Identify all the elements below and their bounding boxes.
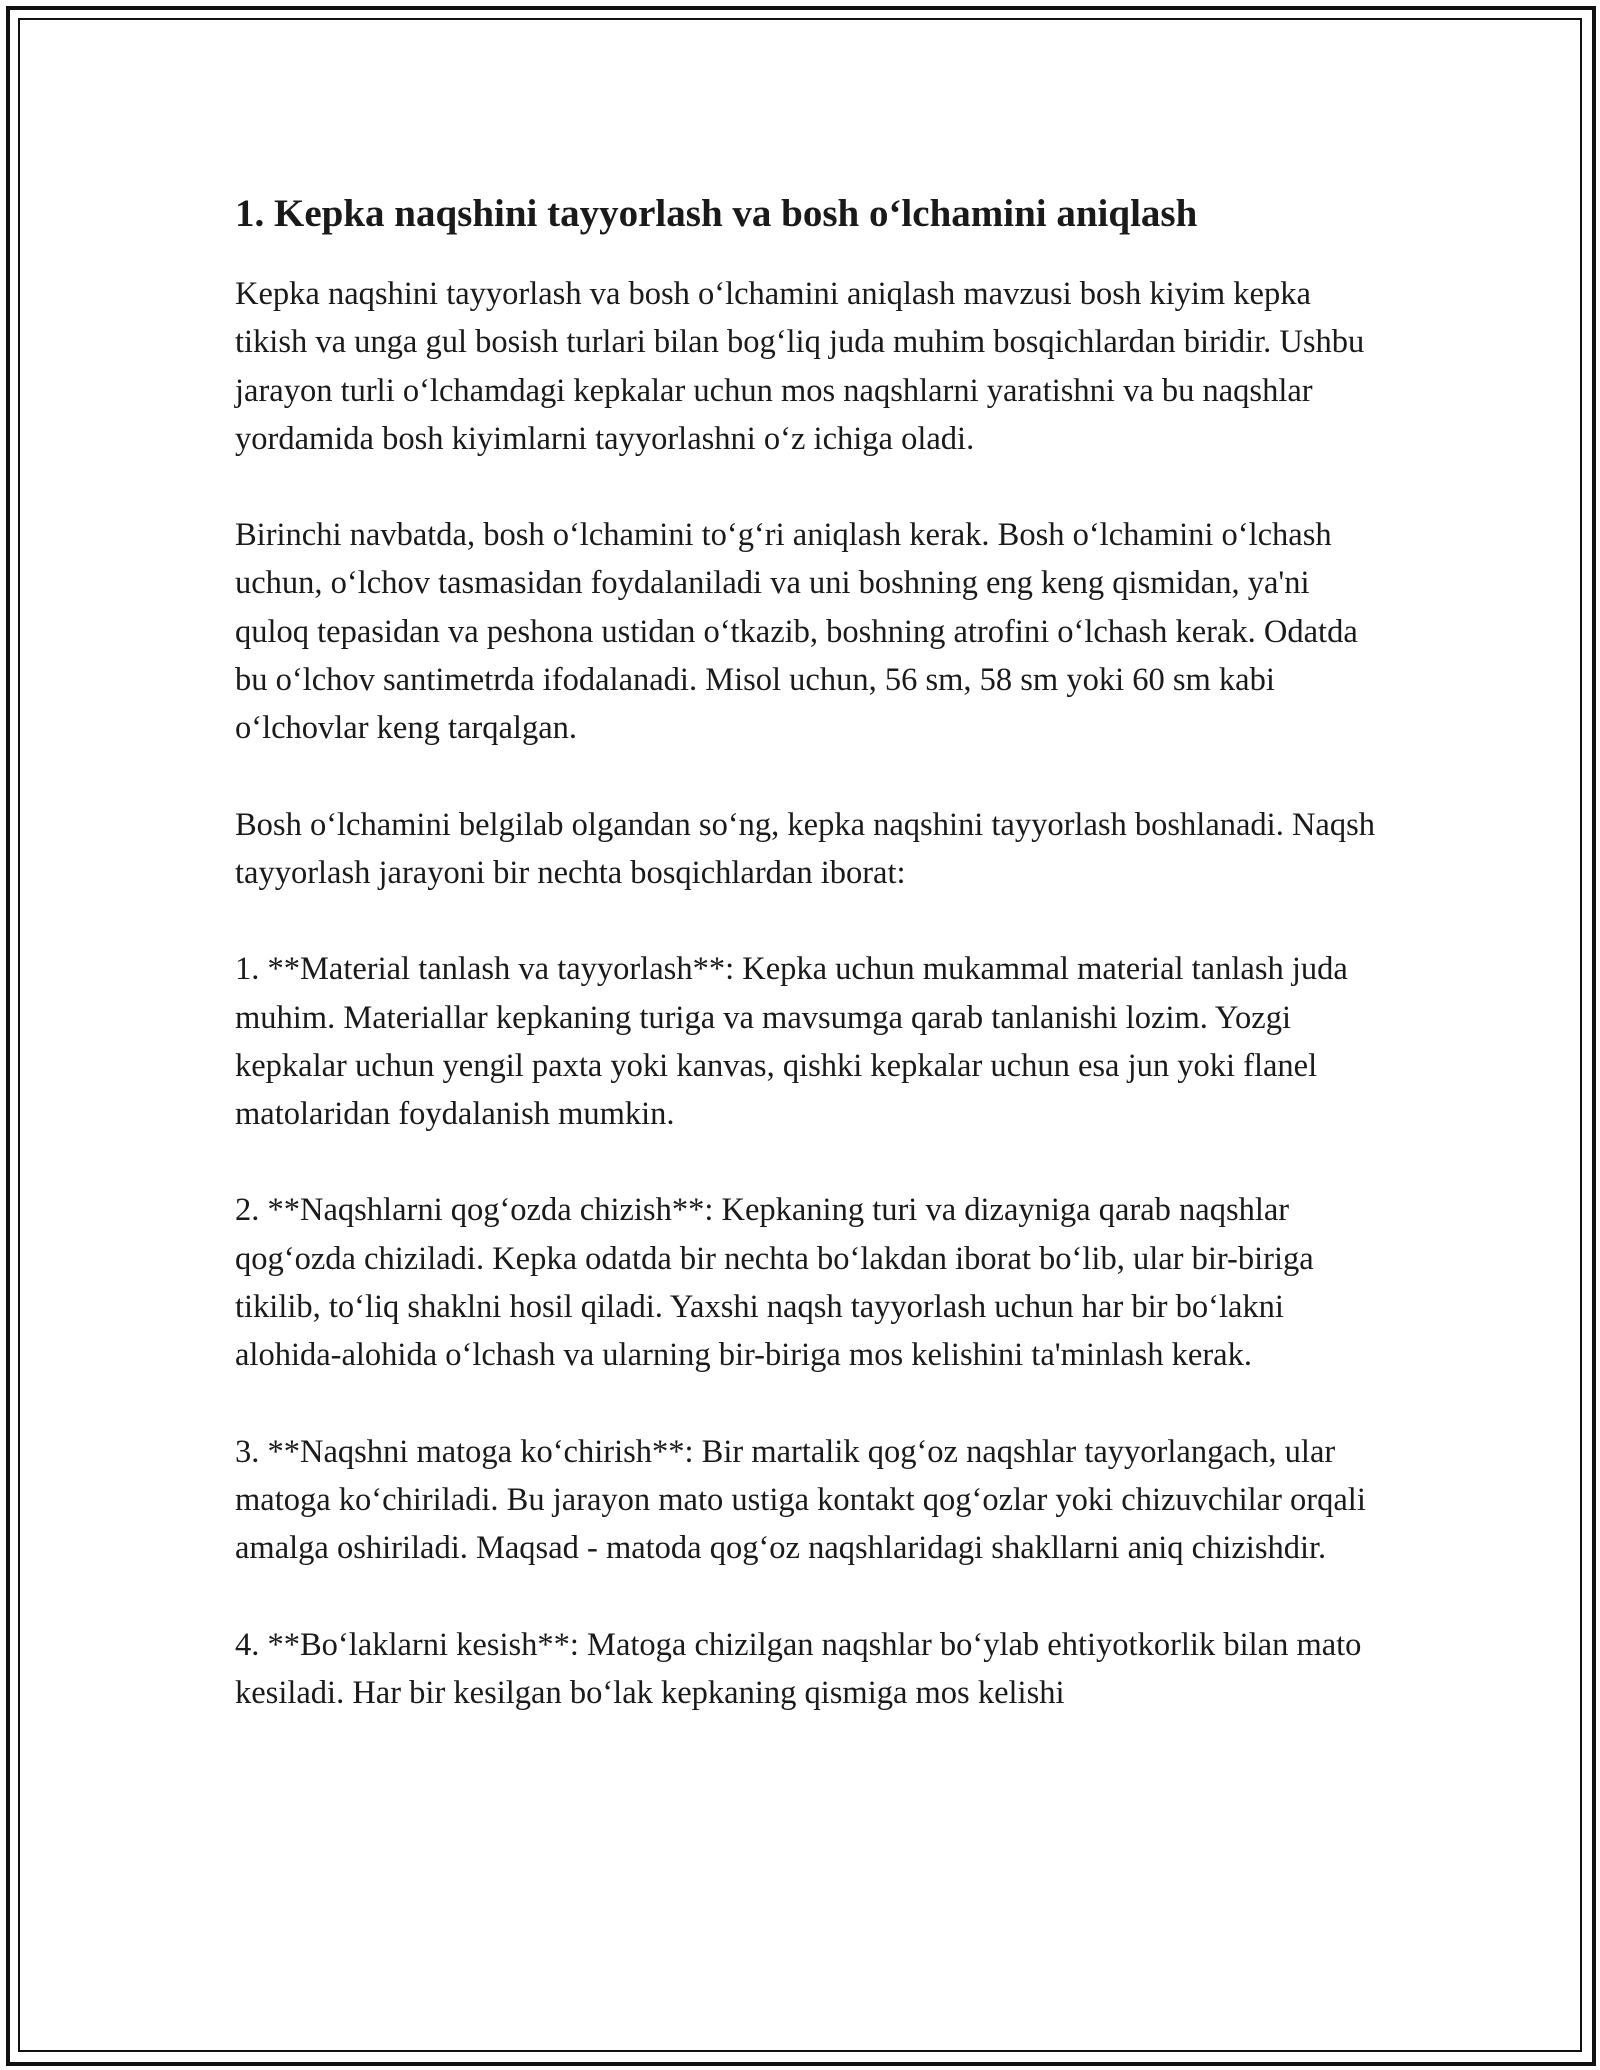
list-item-material: 1. **Material tanlash va tayyorlash**: Kepka uchun mukammal material tanlash juda muhim. Materiallar kepkaning turiga va mavsumga qarab tanlanishi lozim. Yozgi kepkalar uchun yengil paxta yoki kanvas, qishki kepkalar uchun esa jun yoki flanel matolaridan foydalanish mumkin. <box>235 951 1348 1133</box>
list-item-drawing: 2. **Naqshlarni qog‘ozda chizish**: Kepkaning turi va dizayniga qarab naqshlar qog‘ozda chiziladi. Kepka odatda bir nechta bo‘lakdan iborat bo‘lib, ular bir-biriga tikilib, to‘liq shaklni hosil qiladi. Yaxshi naqsh tayyorlash uchun har bir bo‘lakni alohida-alohida o‘lchash va ularning bir-biriga mos kelishini ta'minlash kerak. <box>235 1192 1314 1374</box>
paragraph-head-measurement: Birinchi navbatda, bosh o‘lchamini to‘g‘ri aniqlash kerak. Bosh o‘lchamini o‘lchash uchun, o‘lchov tasmasidan foydalaniladi va uni boshning eng keng qismidan, ya'ni quloq tepasidan va peshona ustidan o‘tkazib, boshning atrofini o‘lchash kerak. Odatda bu o‘lchov santimetrda ifodalanadi. Misol uchun, 56 sm, 58 sm yoki 60 sm kabi o‘lchovlar keng tarqalgan. <box>235 517 1358 747</box>
paragraph-intro: Kepka naqshini tayyorlash va bosh o‘lchamini aniqlash mavzusi bosh kiyim kepka tikish va unga gul bosish turlari bilan bog‘liq juda muhim bosqichlardan biridir. Ushbu jarayon turli o‘lchamdagi kepkalar uchun mos naqshlarni yaratishni va bu naqshlar yordamida bosh kiyimlarni tayyorlashni o‘z ichiga oladi. <box>235 276 1365 457</box>
document-body <box>235 184 1375 1765</box>
paragraph-pattern-start: Bosh o‘lchamini belgilab olgandan so‘ng, kepka naqshini tayyorlash boshlanadi. Naqsh tayyorlash jarayoni bir nechta bosqichlardan iborat: <box>235 806 1375 891</box>
document-title: 1. Kepka naqshini tayyorlash va bosh o‘lchamini aniqlash <box>235 192 1198 235</box>
list-item-cutting: 4. **Bo‘laklarni kesish**: Matoga chizilgan naqshlar bo‘ylab ehtiyotkorlik bilan mato kesiladi. Har bir kesilgan bo‘lak kepkaning qismiga mos kelishi <box>235 1626 1362 1711</box>
list-item-transfer: 3. **Naqshni matoga ko‘chirish**: Bir martalik qog‘oz naqshlar tayyorlangach, ular matoga ko‘chiriladi. Bu jarayon mato ustiga kontakt qog‘ozlar yoki chizuvchilar orqali amalga oshiriladi. Maqsad - matoda qog‘oz naqshlaridagi shakllarni aniq chizishdir. <box>235 1433 1366 1567</box>
